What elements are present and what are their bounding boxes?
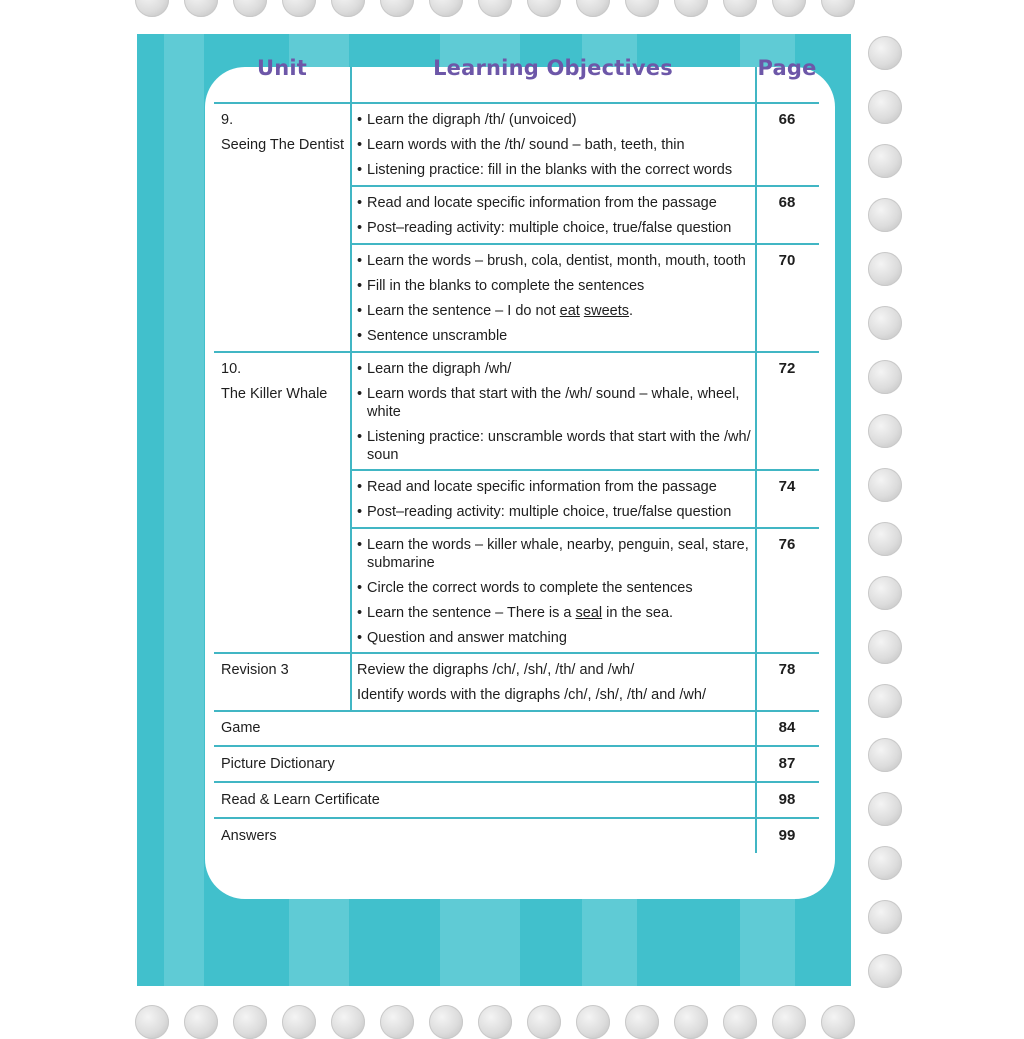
- objective-item: Identify words with the digraphs /ch/, /sh/, /th/ and /wh/: [357, 687, 706, 703]
- unit-9-title: Seeing The Dentist: [221, 137, 345, 153]
- header-unit: Unit: [256, 56, 308, 80]
- objective-item: • Learn words with the /th/ sound – bath, teeth, thin: [357, 136, 751, 154]
- extra-title-game: Game: [221, 720, 261, 736]
- underlined-word: seal: [575, 605, 603, 621]
- sentence-end: in the sea.: [602, 605, 674, 621]
- objective-item: • Sentence unscramble: [357, 327, 751, 345]
- objective-item: • Post–reading activity: multiple choice, true/false question: [357, 219, 751, 237]
- objective-item: • Listening practice: unscramble words that start with the /wh/ soun: [357, 428, 751, 464]
- page-number: 87: [778, 755, 796, 772]
- extra-title-answers: Answers: [221, 828, 277, 844]
- unit-10-title: The Killer Whale: [221, 386, 328, 402]
- page-number: 74: [778, 478, 796, 495]
- objective-item: [357, 302, 751, 320]
- objective-item: Review the digraphs /ch/, /sh/, /th/ and /wh/: [357, 662, 635, 678]
- page-number: 84: [778, 719, 796, 736]
- objective-item: • Learn the words – brush, cola, dentist, month, mouth, tooth: [357, 252, 751, 270]
- objective-item: • Learn the words – killer whale, nearby, penguin, seal, stare, submarine: [357, 536, 751, 572]
- page-number: 78: [778, 661, 796, 678]
- objective-item: • Circle the correct words to complete the sentences: [357, 579, 751, 597]
- sentence-prefix: Learn the sentence – There is a: [367, 605, 576, 621]
- underlined-word: eat: [559, 303, 580, 319]
- page-number: 76: [778, 536, 796, 553]
- objective-item: [357, 604, 751, 622]
- objective-item: • Read and locate specific information from the passage: [357, 194, 751, 212]
- page-number: 70: [778, 252, 796, 269]
- header-page: Page: [757, 56, 817, 80]
- objective-item: • Read and locate specific information from the passage: [357, 478, 751, 496]
- page-number: 98: [778, 791, 796, 808]
- page-number: 72: [778, 360, 796, 377]
- unit-10-number: 10.: [221, 361, 242, 377]
- page-number: 66: [778, 111, 796, 128]
- extra-title-certificate: Read & Learn Certificate: [221, 792, 380, 808]
- objective-item: • Post–reading activity: multiple choice, true/false question: [357, 503, 751, 521]
- page-number: 68: [778, 194, 796, 211]
- sentence-prefix: Learn the sentence – I do not: [367, 303, 560, 319]
- objective-item: • Learn words that start with the /wh/ sound – whale, wheel, white: [357, 385, 751, 421]
- page-number: 99: [778, 827, 796, 844]
- underlined-word: sweets: [583, 303, 630, 319]
- objective-item: • Learn the digraph /wh/: [357, 360, 751, 378]
- header-learning-objectives: Learning Objectives: [433, 56, 673, 80]
- objective-item: • Listening practice: fill in the blanks with the correct words: [357, 161, 751, 179]
- extra-title-picture-dictionary: Picture Dictionary: [221, 756, 335, 772]
- objective-item: • Learn the digraph /th/ (unvoiced): [357, 111, 751, 129]
- unit-9-number: 9.: [221, 112, 234, 128]
- objective-item: • Fill in the blanks to complete the sentences: [357, 277, 751, 295]
- sentence-end: .: [629, 303, 634, 319]
- objective-item: • Question and answer matching: [357, 629, 751, 647]
- revision-3-title: Revision 3: [221, 662, 289, 678]
